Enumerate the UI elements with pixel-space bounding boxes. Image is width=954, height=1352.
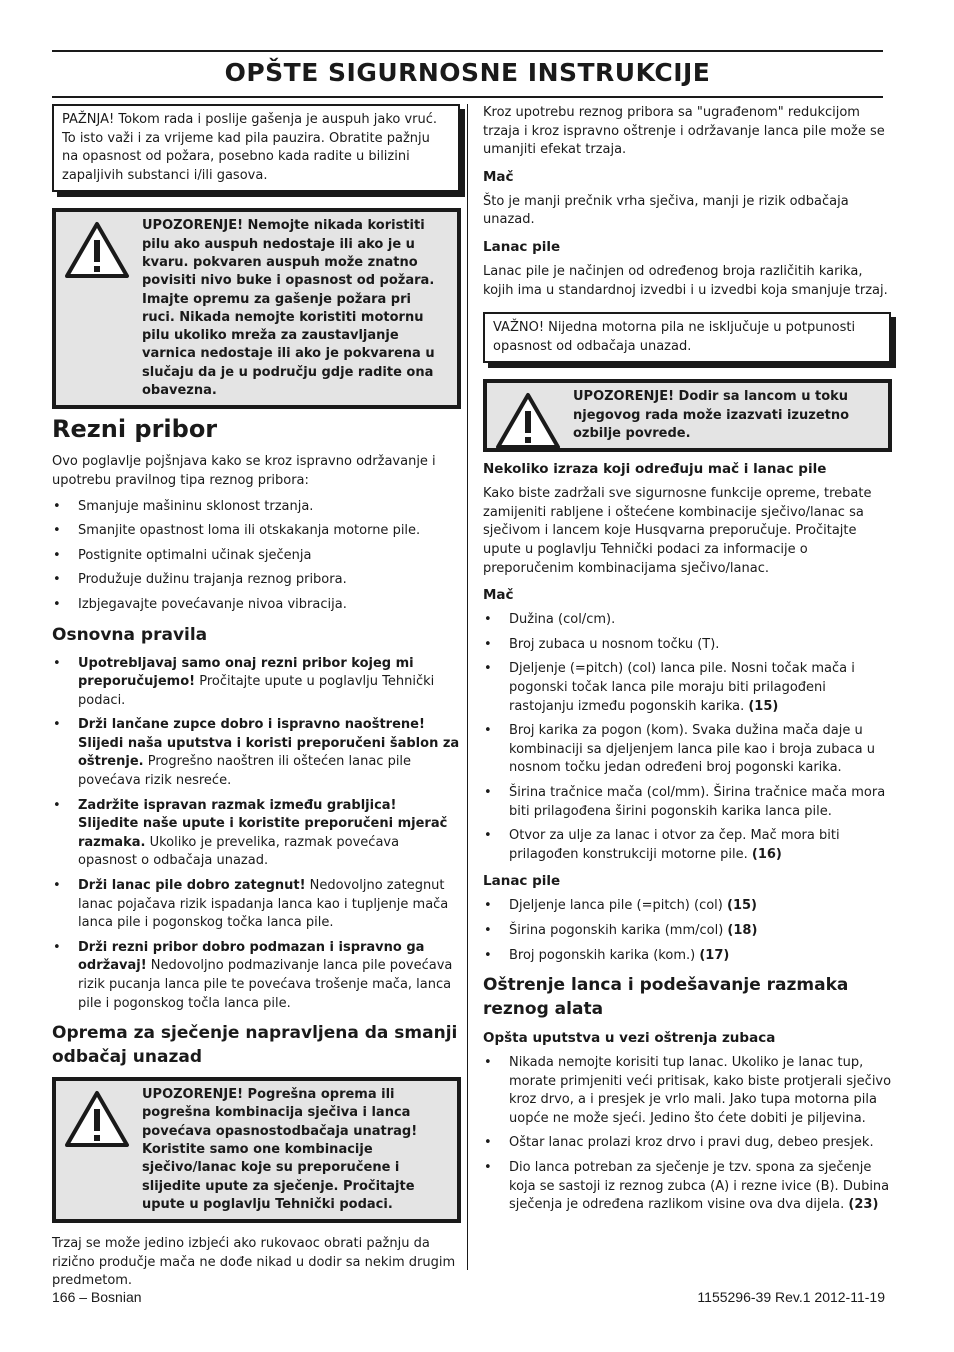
list-item: • Izbjegavajte povećavanje nivoa vibracija. xyxy=(53,596,347,612)
list-item: • Djeljenje lanca pile (=pitch) (col) (15) xyxy=(484,898,757,914)
list-item: • Postignite optimalni učinak sječenja xyxy=(53,547,312,563)
warning-exhaust xyxy=(52,208,461,409)
left-column xyxy=(52,104,461,1298)
mac-list xyxy=(483,611,892,864)
trzaj-text: Trzaj se može jedino izbjeći ako rukovaoc obrati pažnju da rizično produčje mača ne dođe nikad u dodir sa nekim drugim predmetom. xyxy=(52,1236,456,1289)
notice-vazno: VAŽNO! Nijedna motorna pila ne isključuje u potpunosti opasnost od odbačaja unazad. xyxy=(483,312,891,363)
heading-osnovna-pravila: Osnovna pravila xyxy=(52,624,208,645)
footer-doc-id: 1155296-39 Rev.1 2012-11-19 xyxy=(697,1289,885,1305)
ostrenje-list xyxy=(483,1054,892,1215)
list-item: • Produžuje dužinu trajanja reznog pribora. xyxy=(53,572,347,588)
rezni-list xyxy=(52,498,461,615)
warning-chain-contact xyxy=(483,379,892,452)
warning-equipment-text: UPOZORENJE! Pogrešna oprema ili pogrešna kombinacija sječiva i lanca povećava opasnostodbačaja unatrag! Koristite samo one kombinacije sječivo/lanac koje su preporučene i slijedite upute za sječenje. Pročitajte upute u poglavlju Tehnički podaci. xyxy=(142,1087,418,1212)
list-item: • Širina tračnice mača (col/mm). Širina tračnice mača mora biti prilagođena širini pogonskih karika lanca pile. xyxy=(484,784,886,819)
subheading-lanac: Lanac pile xyxy=(483,238,561,255)
list-item: • Djeljenje (=pitch) (col) lanca pile. Nosni točak mača i pogonski točak lanca pile moraju biti prilagođeni rastojanju između pogonskih karika. (15) xyxy=(484,661,855,714)
list-item: • Drži lanac pile dobro zategnut! Nedovoljno zategnut lanac pojačava rizik ispadanja lanca kao i tupljenje mača lanca pile i pogonskog točka lanca pile. xyxy=(53,878,449,931)
izrazi-text: Kako biste zadržali sve sigurnosne funkcije opreme, trebate zamijeniti rabljene i oštećene kombinacije sječivo/lanac sa sječivom i lancem koje Husqvarna preporučuje. Pročitajte upute u poglavlju Tehnički podaci za informacije o preporučenim kombinacijama sječivo/lanac. xyxy=(483,486,872,576)
warning-exhaust-text: UPOZORENJE! Nemojte nikada koristiti pilu ako auspuh nedostaje ili ako je u kvaru. pokvaren auspuh može znatno povisiti nivo buke i opasnost od požara. Imajte opremu za gašenje požara pri ruci. Nikada nemojte koristiti motornu pilu ukoliko mreža za zaustavljanje varnica nedostaje ili ako je pokvarena u slučaju da je u području gdje radite ona obavezna. xyxy=(142,218,435,399)
column-divider xyxy=(467,104,468,1270)
list-item: • Oštar lanac prolazi kroz drvo i pravi dug, debeo presjek. xyxy=(484,1135,874,1151)
mac-text: Što je manji prečnik vrha sječiva, manji je rizik odbačaja unazad. xyxy=(483,193,849,228)
list-item: • Zadržite ispravan razmak između grabljica! Slijedite naše upute i koristite preporučeni mjerač razmaka. Ukoliko je prevelika, razmak povećava opasnost o odbačaja unazad. xyxy=(53,797,448,869)
list-item: • Broj pogonskih karika (kom.) (17) xyxy=(484,947,730,963)
warning-chain-contact-text: UPOZORENJE! Dodir sa lancom u toku njegovog rada može izazvati izuzetno ozbilje povrede. xyxy=(573,389,850,441)
heading-ostrenje: Oštrenje lanca i podešavanje razmaka reznog alata xyxy=(483,975,849,1020)
warning-equipment xyxy=(52,1077,461,1223)
subheading-mac-2: Mač xyxy=(483,587,514,604)
lanac-list xyxy=(483,897,892,965)
lanac-text: Lanac pile je načinjen od određenog broja različitih karika, kojih ima u standardnoj izvedbi i u izvedbi koja smanjuje trzaj. xyxy=(483,263,888,298)
list-item: • Smanjite opastnost loma ili otskakanja motorne pile. xyxy=(53,523,421,539)
warning-triangle-icon xyxy=(64,1089,130,1149)
list-item: • Broj karika za pogon (kom). Svaka dužina mača daje u kombinaciji sa djeljenjem lanca pile kao i broja zubaca u nosnom točku jedan određeni broj pogonski karika. xyxy=(484,723,875,776)
list-item: • Dio lanca potreban za sječenje je tzv. spona za sječenje koja se sastoji iz reznog zubca (A) i rezne ivice (B). Dubina sječenja je određena razlikom visine ova dva dijela. (23) xyxy=(484,1160,890,1213)
list-item: • Broj zubaca u nosnom točku (T). xyxy=(484,636,720,652)
list-item: • Upotrebljavaj samo onaj rezni pribor kojeg mi preporučujemo! Pročitajte upute u poglavlju Tehnički podaci. xyxy=(53,655,435,708)
rezni-intro: Ovo poglavlje pojšnjava kako se kroz ispravno održavanje i upotrebu pravilnog tipa reznog pribora: xyxy=(52,454,436,488)
warning-triangle-icon xyxy=(495,391,561,451)
heading-oprema: Oprema za sječenje napravljena da smanji odbačaj unazad xyxy=(52,1023,458,1068)
list-item: • Drži lančane zupce dobro i ispravno naoštrene! Slijedi naša uputstva i koristi preporučeni šablon za oštrenje. Progrešno naoštren ili oštećen lanac pile povećava rizik nesreće. xyxy=(53,717,460,789)
right-column xyxy=(483,104,892,1221)
list-item: • Dužina (col/cm). xyxy=(484,612,616,628)
list-item: • Smanjuje mašininu sklonost trzanja. xyxy=(53,498,314,514)
list-item: • Nikada nemojte korisiti tup lanac. Ukoliko je lanac tup, morate primjeniti veći pritisak, kako biste protjerali sječivo kroz drvo, a i presjek je vrlo mali. Jako tupa motorna pila uopće ne može sjeći. Jedino što ćete dobiti je piljevina. xyxy=(484,1055,892,1126)
list-item: • Otvor za ulje za lanac i otvor za čep. Mač mora biti prilagođen konstrukciji motorne pile. (16) xyxy=(484,828,840,862)
osnovna-list xyxy=(52,655,461,1014)
warning-triangle-icon xyxy=(64,220,130,280)
page-title: OPŠTE SIGURNOSNE INSTRUKCIJE xyxy=(224,58,711,87)
list-item: • Drži rezni pribor dobro podmazan i ispravno ga održavaj! Nedovoljno podmazivanje lanca pile povećava rizik pucanja lanca pile te povećava trošenje mača, lanca pile i pogonskog točla lanca pile. xyxy=(53,939,453,1011)
subheading-opsta: Opšta uputstva u vezi oštrenja zubaca xyxy=(483,1030,776,1047)
right-intro: Kroz upotrebu reznog pribora sa "ugrađenom" redukcijom trzaja i kroz ispravno oštrenje i održavanje lanca pile može se umanjiti efekat trzaja. xyxy=(483,105,885,158)
subheading-mac: Mač xyxy=(483,168,514,185)
notice-exhaust-hot: PAŽNJA! Tokom rada i poslije gašenja je auspuh jako vruć. To isto važi i za vrijeme kad pila pauzira. Obratite pažnju na opasnost od požara, posebno kada radite u bilizini zapaljivih substanci i/ili gasova. xyxy=(52,104,460,192)
footer-page-number: 166 – Bosnian xyxy=(52,1289,142,1305)
subheading-lanac-2: Lanac pile xyxy=(483,873,561,890)
subheading-izrazi: Nekoliko izraza koji određuju mač i lanac pile xyxy=(483,461,827,478)
heading-rezni-pribor: Rezni pribor xyxy=(52,415,218,444)
list-item: • Širina pogonskih karika (mm/col) (18) xyxy=(484,922,758,938)
page-title-bar xyxy=(52,50,883,98)
